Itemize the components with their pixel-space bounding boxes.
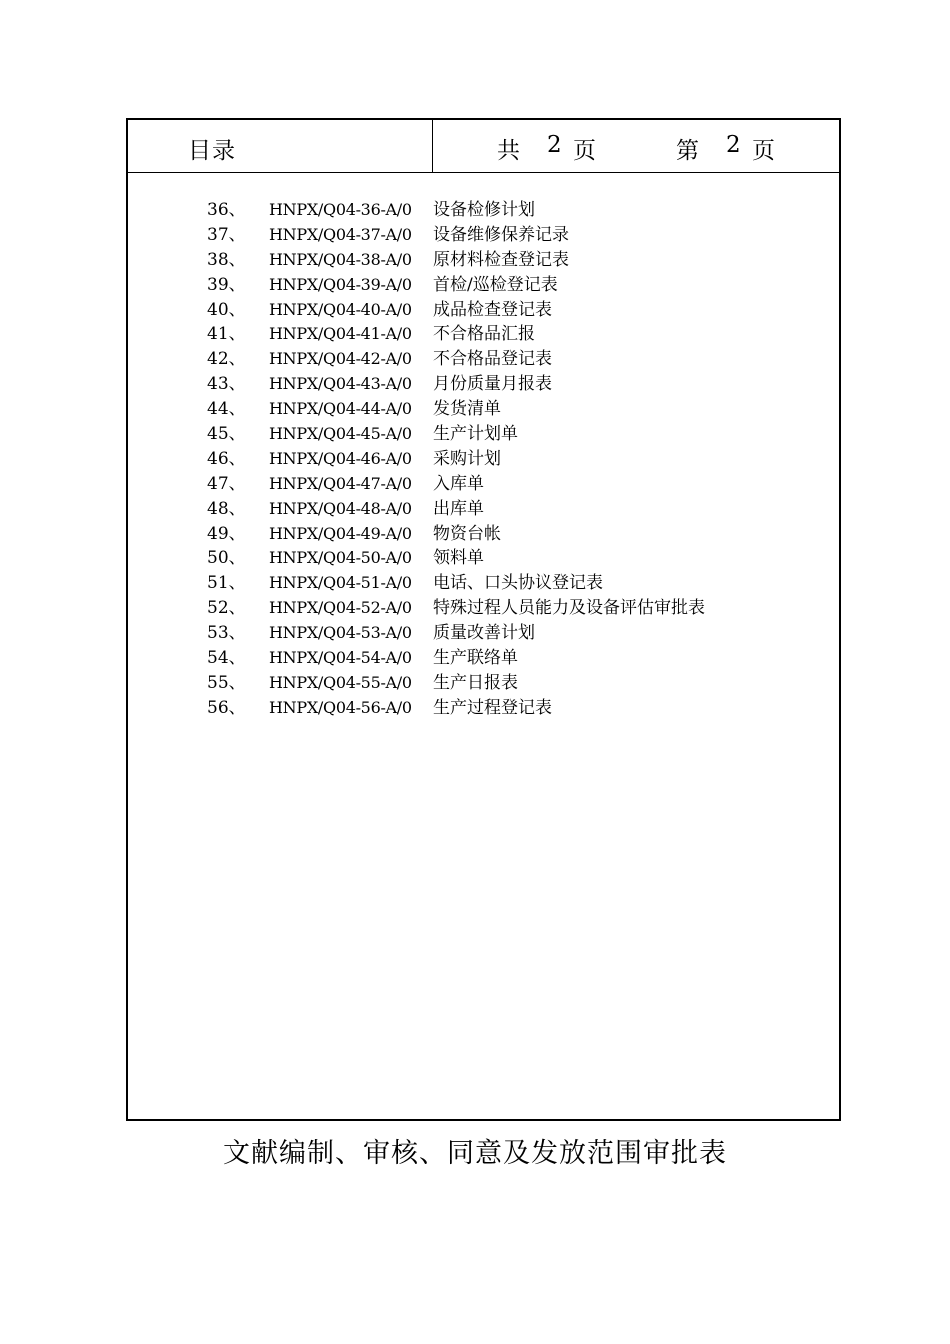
entry-code: HNPX/Q04-38-A/0	[269, 249, 412, 269]
entry-name: 入库单	[433, 473, 484, 494]
toc-entry	[128, 546, 839, 571]
entry-number: 44、	[207, 399, 246, 420]
toc-header-row	[128, 120, 839, 173]
toc-entry	[128, 571, 839, 596]
entry-code: HNPX/Q04-46-A/0	[269, 448, 412, 468]
toc-entry	[128, 671, 839, 696]
entry-name: 领料单	[433, 548, 484, 569]
current-page-label: 第	[676, 138, 699, 164]
entry-code: HNPX/Q04-50-A/0	[269, 548, 412, 568]
entry-name: 成品检查登记表	[433, 299, 552, 320]
current-page-unit: 页	[752, 138, 775, 164]
entry-name: 发货清单	[433, 399, 501, 420]
entry-number: 51、	[207, 573, 246, 594]
entry-number: 55、	[207, 672, 246, 693]
entry-number: 48、	[207, 498, 246, 519]
toc-entry	[128, 397, 839, 422]
entry-number: 49、	[207, 523, 246, 544]
entry-name: 原材料检查登记表	[433, 249, 569, 270]
entry-number: 45、	[207, 424, 246, 445]
entry-code: HNPX/Q04-42-A/0	[269, 349, 412, 369]
toc-entry	[128, 472, 839, 497]
entry-name: 采购计划	[433, 448, 501, 469]
entry-code: HNPX/Q04-55-A/0	[269, 672, 412, 692]
entry-code: HNPX/Q04-56-A/0	[269, 697, 412, 717]
entry-number: 46、	[207, 448, 246, 469]
entry-code: HNPX/Q04-44-A/0	[269, 399, 412, 419]
entry-name: 首检/巡检登记表	[433, 274, 558, 295]
current-page-value: 2	[726, 132, 741, 158]
toc-entry-list	[128, 198, 839, 721]
toc-entry	[128, 621, 839, 646]
entry-code: HNPX/Q04-43-A/0	[269, 374, 412, 394]
toc-table	[126, 118, 841, 1121]
toc-entry	[128, 497, 839, 522]
entry-number: 38、	[207, 249, 246, 270]
entry-code: HNPX/Q04-52-A/0	[269, 598, 412, 618]
toc-entry	[128, 596, 839, 621]
entry-code: HNPX/Q04-45-A/0	[269, 424, 412, 444]
entry-code: HNPX/Q04-53-A/0	[269, 623, 412, 643]
total-pages-value: 2	[547, 132, 562, 158]
entry-code: HNPX/Q04-54-A/0	[269, 648, 412, 668]
toc-entry	[128, 696, 839, 721]
total-pages-label: 共	[497, 138, 520, 164]
entry-code: HNPX/Q04-49-A/0	[269, 523, 412, 543]
toc-entry	[128, 248, 839, 273]
toc-header-title-cell	[128, 120, 433, 172]
entry-name: 电话、口头协议登记表	[433, 573, 603, 594]
entry-name: 出库单	[433, 498, 484, 519]
entry-number: 54、	[207, 648, 246, 669]
entry-name: 设备维修保养记录	[433, 224, 569, 245]
entry-name: 不合格品汇报	[433, 324, 535, 345]
toc-entry	[128, 447, 839, 472]
entry-number: 47、	[207, 473, 246, 494]
toc-entry	[128, 198, 839, 223]
entry-code: HNPX/Q04-37-A/0	[269, 224, 412, 244]
toc-entry	[128, 646, 839, 671]
page-count-cell	[433, 120, 839, 172]
toc-entry	[128, 372, 839, 397]
entry-code: HNPX/Q04-39-A/0	[269, 274, 412, 294]
entry-name: 生产日报表	[433, 672, 518, 693]
entry-name: 不合格品登记表	[433, 349, 552, 370]
entry-number: 36、	[207, 200, 246, 220]
toc-entry	[128, 522, 839, 547]
entry-code: HNPX/Q04-51-A/0	[269, 573, 412, 593]
toc-entry	[128, 298, 839, 323]
toc-entry	[128, 347, 839, 372]
entry-number: 41、	[207, 324, 246, 345]
toc-title: 目录	[188, 138, 236, 164]
entry-name: 生产联络单	[433, 648, 518, 669]
entry-number: 39、	[207, 274, 246, 295]
toc-entry	[128, 273, 839, 298]
entry-number: 43、	[207, 374, 246, 395]
entry-code: HNPX/Q04-48-A/0	[269, 498, 412, 518]
entry-name: 特殊过程人员能力及设备评估审批表	[433, 598, 705, 619]
entry-name: 设备检修计划	[433, 200, 535, 220]
entry-code: HNPX/Q04-36-A/0	[269, 200, 412, 219]
entry-name: 生产计划单	[433, 424, 518, 445]
entry-code: HNPX/Q04-47-A/0	[269, 473, 412, 493]
entry-number: 53、	[207, 623, 246, 644]
entry-number: 50、	[207, 548, 246, 569]
entry-name: 生产过程登记表	[433, 697, 552, 718]
toc-entry	[128, 322, 839, 347]
entry-number: 56、	[207, 697, 246, 718]
toc-entry	[128, 223, 839, 248]
entry-code: HNPX/Q04-41-A/0	[269, 324, 412, 344]
entry-name: 物资台帐	[433, 523, 501, 544]
entry-number: 40、	[207, 299, 246, 320]
entry-number: 52、	[207, 598, 246, 619]
entry-code: HNPX/Q04-40-A/0	[269, 299, 412, 319]
entry-name: 月份质量月报表	[433, 374, 552, 395]
entry-number: 37、	[207, 224, 246, 245]
footer-title: 文献编制、审核、同意及发放范围审批表	[223, 1138, 727, 1169]
total-pages-unit: 页	[573, 138, 596, 164]
entry-number: 42、	[207, 349, 246, 370]
entry-name: 质量改善计划	[433, 623, 535, 644]
toc-entry	[128, 422, 839, 447]
